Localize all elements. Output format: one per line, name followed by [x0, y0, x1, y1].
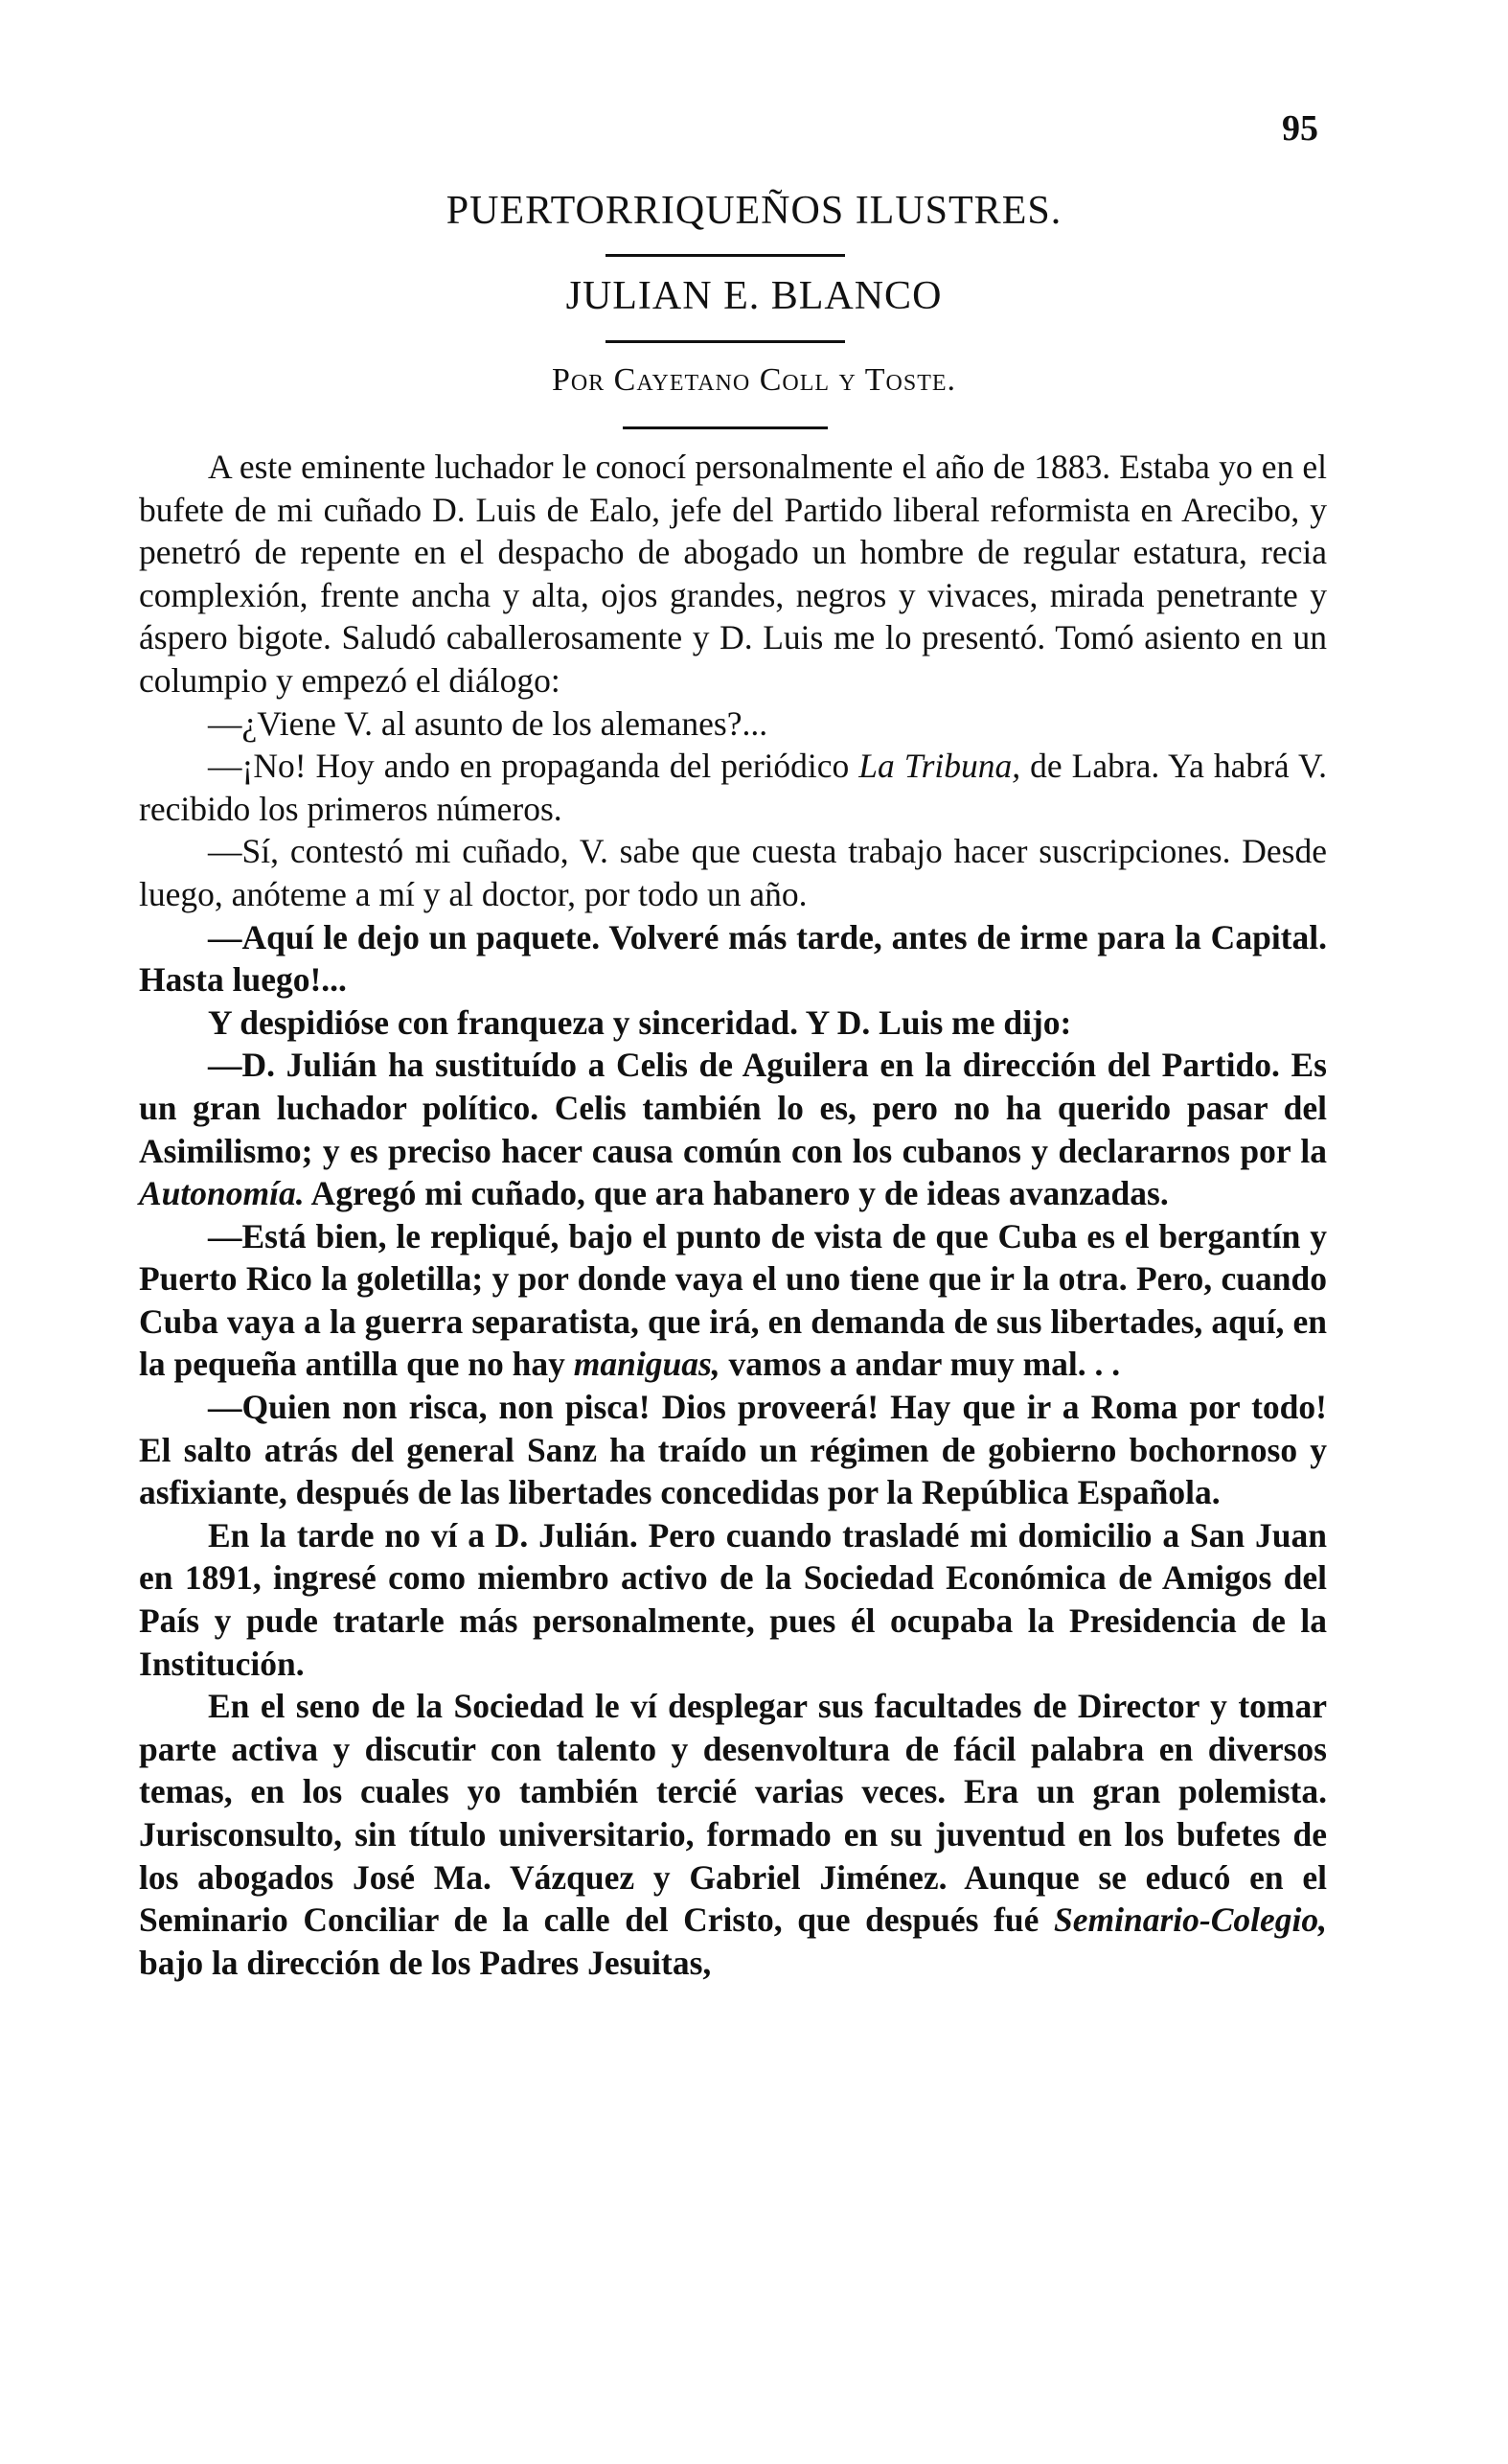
paragraph-text: —Está bien, le repliqué, bajo el punto de vista de que Cuba es el bergantín y Puerto Rico la goletilla; y por donde vaya el uno tiene que ir la otra. Pero, cuando Cuba vaya a la guerra separatista, que irá, en demanda de sus libertades, aquí, en la pequeña antilla que no hay: [139, 1216, 1327, 1384]
title-rule-2: [605, 340, 845, 343]
newspaper-title: La Tribuna,: [858, 747, 1021, 786]
article-body: [139, 446, 1327, 1984]
paragraph-text: bajo la dirección de los Padres Jesuitas,: [139, 1943, 712, 1982]
paragraph-text: Agregó mi cuñado, que ara habanero y de ideas avanzadas.: [304, 1174, 1169, 1213]
title-rule-3: [623, 426, 828, 429]
paragraph-text: —D. Julián ha sustituído a Celis de Aguilera en la dirección del Partido. Es un gran luchador político. Celis también lo es, pero no ha querido pasar del Asimilismo; y es preciso hacer causa común con los cubanos y declararnos por la: [139, 1046, 1327, 1170]
page-number: 95: [1282, 108, 1318, 149]
paragraph: Y despidióse con franqueza y sinceridad. Y D. Luis me dijo:: [208, 1002, 1072, 1042]
emphasis-term: Autonomía.: [139, 1174, 305, 1213]
byline: Por Cayetano Coll y Toste.: [551, 362, 957, 398]
paragraph: En la tarde no ví a D. Julián. Pero cuando trasladé mi domicilio a San Juan en 1891, ingresé como miembro activo de la Sociedad Económica de Amigos del País y pude tratarle más personalmente, pues él ocupaba la Presidencia de la Institución.: [139, 1515, 1327, 1683]
emphasis-term: Seminario-Colegio,: [1053, 1900, 1327, 1940]
paragraph-text: de Labra. Ya habrá V. recibido los primeros números.: [139, 747, 1327, 828]
paragraph: —Quien non risca, non pisca! Dios proveerá! Hay que ir a Roma por todo! El salto atrás del general Sanz ha traído un régimen de gobierno bochornoso y asfixiante, después de las libertades concedidas por la República Española.: [139, 1388, 1327, 1512]
paragraph: —Aquí le dejo un paquete. Volveré más tarde, antes de irme para la Capital. Hasta luego!...: [139, 917, 1327, 1000]
paragraph-text: En el seno de la Sociedad le ví desplegar sus facultades de Director y tomar parte activa y discutir con talento y desenvoltura de fácil palabra en diversos temas, en los cuales yo también tercié varias veces. Era un gran polemista. Jurisconsulto, sin título universitario, formado en su juventud en los bufetes de los abogados José Ma. Vázquez y Gabriel Jiménez. Aunque se educó en el Seminario Conciliar de la calle del Cristo, que después fué: [139, 1687, 1327, 1940]
series-title: PUERTORRIQUEÑOS ILUSTRES.: [446, 189, 1062, 233]
paragraph: [139, 1044, 1327, 1214]
emphasis-term: maniguas,: [573, 1345, 720, 1384]
title-rule-1: [605, 254, 845, 257]
paragraph: [139, 1685, 1327, 1984]
article-title: JULIAN E. BLANCO: [565, 274, 943, 318]
paragraph-text: —¡No! Hoy ando en propaganda del periódico: [208, 747, 859, 786]
paragraph-text: vamos a andar muy mal. . .: [720, 1345, 1121, 1384]
paragraph: A este eminente luchador le conocí personalmente el año de 1883. Estaba yo en el bufete de mi cuñado D. Luis de Ealo, jefe del Partido liberal reformista en Arecibo, y penetró de repente en el despacho de abogado un hombre de regular estatura, recia complexión, frente ancha y alta, ojos grandes, negros y vivaces, mirada penetrante y áspero bigote. Saludó caballerosamente y D. Luis me lo presentó. Tomó asiento en un columpio y empezó el diálogo:: [139, 448, 1327, 700]
paragraph: [139, 745, 1327, 830]
paragraph: —¿Viene V. al asunto de los alemanes?...: [208, 703, 768, 743]
paragraph: —Sí, contestó mi cuñado, V. sabe que cuesta trabajo hacer suscripciones. Desde luego, anóteme a mí y al doctor, por todo un año.: [139, 832, 1327, 913]
paragraph: [139, 1215, 1327, 1386]
